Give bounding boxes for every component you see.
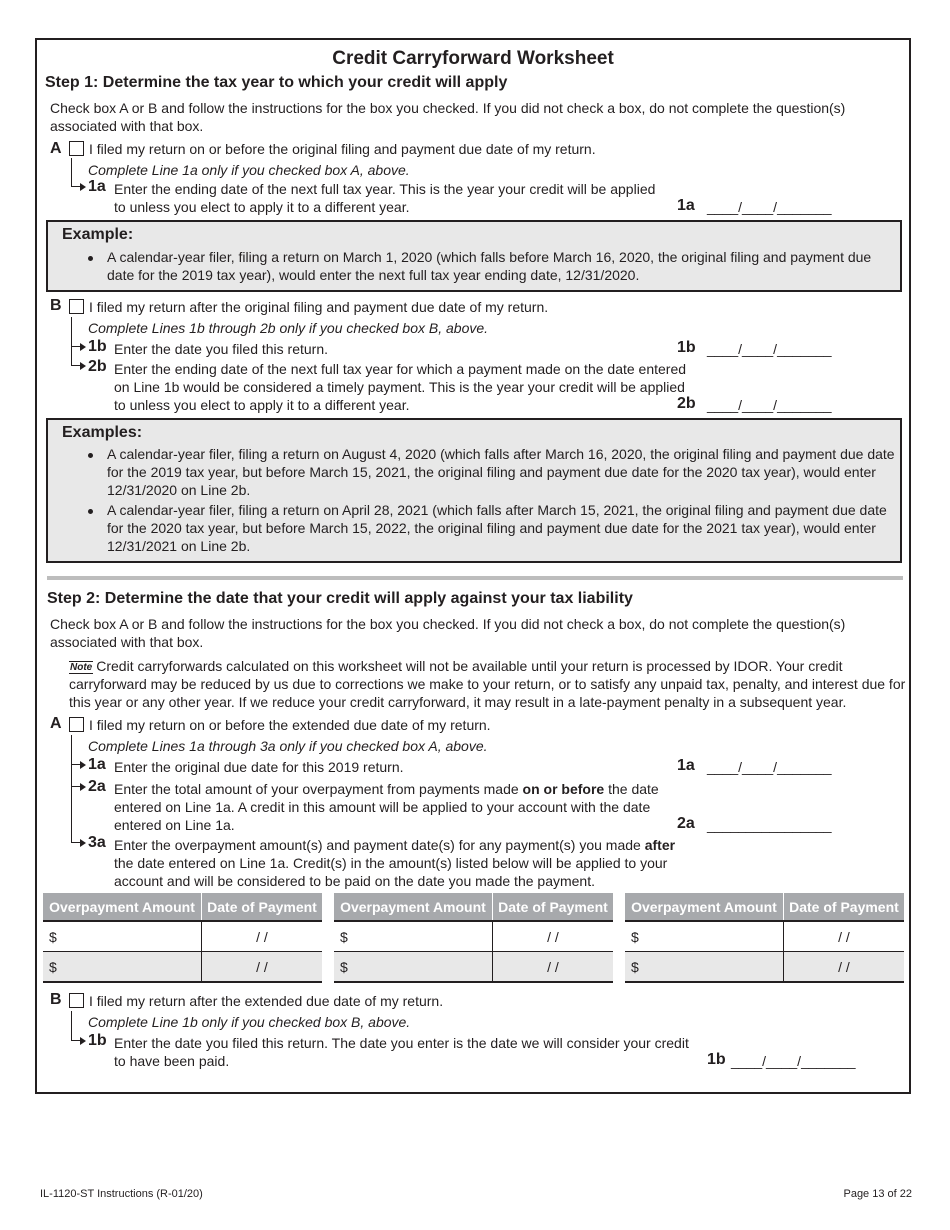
step2-line-1b-text2: to have been paid.: [114, 1053, 230, 1069]
section-divider: [47, 576, 903, 580]
line-2a-text-part2: the date: [604, 781, 659, 797]
note-icon: Note: [70, 662, 93, 673]
step2-box-b-instruction: Complete Line 1b only if you checked box B, above.: [88, 1014, 411, 1030]
line-2a-bold: on or before: [522, 781, 605, 797]
step1-examples-box: [46, 418, 902, 563]
step1-box-b-letter: B: [50, 297, 62, 314]
footer-page-number: Page 13 of 22: [843, 1188, 912, 1200]
date-cell[interactable]: / /: [783, 952, 904, 983]
date-cell[interactable]: / /: [492, 921, 613, 952]
step2-box-a-checkbox[interactable]: [69, 717, 84, 732]
step1-intro-line2: associated with that box.: [50, 118, 204, 134]
step1-line-1a-label: 1a: [677, 197, 695, 214]
amount-cell[interactable]: $: [43, 921, 201, 952]
arrow-right-icon: [80, 343, 86, 351]
step2-box-a-instruction: Complete Lines 1a through 3a only if you checked box A, above.: [88, 738, 488, 754]
amount-cell[interactable]: $: [625, 952, 783, 983]
step2-box-b-checkbox[interactable]: [69, 993, 84, 1008]
example2-line2: for the 2020 tax year, but before March 15, 2022, the original filing and payment due date for the 2021 tax year), would enter: [107, 520, 876, 536]
step1-line-2b-date-field[interactable]: ____/____/_______: [707, 397, 832, 413]
step2-line-1b-date-field[interactable]: ____/____/_______: [731, 1053, 856, 1069]
column-header-amount: Overpayment Amount: [43, 893, 201, 921]
connector-line: [71, 735, 72, 843]
line-3a-text-part1: Enter the overpayment amount(s) and payment date(s) for any payment(s) you made: [114, 837, 645, 853]
step2-line-2a-text1: [114, 781, 659, 797]
column-gap: [322, 921, 334, 952]
bullet-icon: [88, 256, 93, 261]
column-header-amount: Overpayment Amount: [334, 893, 492, 921]
step2-line-2a-number: 2a: [88, 778, 106, 795]
step2-note-line3: this year or any other year. If we reduce your credit carryforward, it may result in a late-payment penalty in a subsequent year.: [69, 694, 847, 710]
step2-line-3a-text2: the date entered on Line 1a. Credit(s) in the amount(s) listed below will be applied to your: [114, 855, 668, 871]
step2-note-line2: carryforward may be reduced by us due to corrections we make to your return, or to satisfy any unpaid tax, penalty, and interest due for: [69, 676, 906, 692]
amount-cell[interactable]: $: [334, 921, 492, 952]
column-gap: [322, 952, 334, 983]
step1-line-1b-text: Enter the date you filed this return.: [114, 341, 329, 357]
column-gap: [613, 893, 625, 921]
example1-line2: for the 2019 tax year, but before March 15, 2021, the original filing and payment due date for the 2020 tax year), would enter: [107, 464, 876, 480]
worksheet-title: Credit Carryforward Worksheet: [332, 48, 614, 69]
step2-box-a-text: I filed my return on or before the extended due date of my return.: [89, 717, 491, 733]
step1-box-b-text: I filed my return after the original filing and payment due date of my return.: [89, 299, 549, 315]
bullet-icon: [88, 509, 93, 514]
column-header-date: Date of Payment: [492, 893, 613, 921]
step2-line-1b-number: 1b: [88, 1032, 107, 1049]
step1-line-1b-label: 1b: [677, 339, 696, 356]
example1-line1: A calendar-year filer, filing a return on August 4, 2020 (which falls after March 16, 2020, the original filing and payment due date: [107, 446, 895, 462]
line-2a-text-part1: Enter the total amount of your overpayment from payments made: [114, 781, 523, 797]
column-header-amount: Overpayment Amount: [625, 893, 783, 921]
step2-line-1a-date-field[interactable]: ____/____/_______: [707, 759, 832, 775]
example-line1: A calendar-year filer, filing a return on March 1, 2020 (which falls before March 16, 2020, the original filing and payment due: [107, 249, 872, 265]
column-gap: [322, 893, 334, 921]
date-cell[interactable]: / /: [492, 952, 613, 983]
step2-intro-line2: associated with that box.: [50, 634, 204, 650]
step1-line-1a-number: 1a: [88, 178, 106, 195]
step2-box-a-letter: A: [50, 715, 62, 732]
date-cell[interactable]: / /: [783, 921, 904, 952]
step2-line-3a-text3: account and will be considered to be paid on the date you made the payment.: [114, 873, 595, 889]
column-header-date: Date of Payment: [201, 893, 322, 921]
step2-line-2a-text3: entered on Line 1a.: [114, 817, 235, 833]
amount-cell[interactable]: $: [43, 952, 201, 983]
line-3a-bold: after: [644, 837, 676, 853]
example2-line3: 12/31/2021 on Line 2b.: [107, 538, 251, 554]
step2-line-2a-amount-field[interactable]: ________________: [707, 817, 832, 833]
arrow-right-icon: [80, 761, 86, 769]
worksheet-frame: [35, 38, 911, 1094]
footer-form-id: IL-1120-ST Instructions (R-01/20): [40, 1188, 203, 1200]
step1-line-1b-number: 1b: [88, 338, 107, 355]
step1-heading: Step 1: Determine the tax year to which your credit will apply: [45, 74, 508, 91]
table-row: [43, 952, 904, 983]
step1-box-b-checkbox[interactable]: [69, 299, 84, 314]
example2-line1: A calendar-year filer, filing a return on April 28, 2021 (which falls after March 15, 2021, the original filing and payment due date: [107, 502, 887, 518]
arrow-right-icon: [80, 362, 86, 370]
date-cell[interactable]: / /: [201, 952, 322, 983]
step1-box-a-text: I filed my return on or before the original filing and payment due date of my return.: [89, 141, 596, 157]
step2-line-1b-text1: Enter the date you filed this return. The date you enter is the date we will consider your credit: [114, 1035, 689, 1051]
table-row: [43, 921, 904, 952]
step1-line-2b-number: 2b: [88, 358, 107, 375]
amount-cell[interactable]: $: [625, 921, 783, 952]
step2-line-1a-number: 1a: [88, 756, 106, 773]
step1-box-a-instruction: Complete Line 1a only if you checked box A, above.: [88, 162, 410, 178]
step2-box-b-text: I filed my return after the extended due date of my return.: [89, 993, 444, 1009]
step2-intro-line1: Check box A or B and follow the instructions for the box you checked. If you did not check a box, do not complete the question(s): [50, 616, 846, 632]
bullet-icon: [88, 453, 93, 458]
connector-line: [71, 158, 72, 187]
step1-line-1a-text1: Enter the ending date of the next full tax year. This is the year your credit will be applied: [114, 181, 656, 197]
arrow-right-icon: [80, 783, 86, 791]
amount-cell[interactable]: $: [334, 952, 492, 983]
step2-line-3a-number: 3a: [88, 834, 106, 851]
step1-line-2b-text2: on Line 1b would be considered a timely payment. This is the year your credit will be applied: [114, 379, 685, 395]
date-cell[interactable]: / /: [201, 921, 322, 952]
step1-line-2b-text3: to unless you elect to apply it to a different year.: [114, 397, 410, 413]
step1-intro-line1: Check box A or B and follow the instructions for the box you checked. If you did not check a box, do not complete the question(s): [50, 100, 846, 116]
step1-box-b-instruction: Complete Lines 1b through 2b only if you checked box B, above.: [88, 320, 489, 336]
example1-line3: 12/31/2020 on Line 2b.: [107, 482, 251, 498]
step1-box-a-checkbox[interactable]: [69, 141, 84, 156]
example-heading: Example:: [62, 226, 134, 243]
example-line2: date for the 2019 tax year), would enter the next full tax year ending date, 12/31/2020.: [107, 267, 640, 283]
step2-box-b-letter: B: [50, 991, 62, 1008]
step2-line-2a-text2: entered on Line 1a. A credit in this amount will be applied to your account with the date: [114, 799, 651, 815]
step2-line-3a-text1: [114, 837, 675, 853]
arrow-right-icon: [80, 183, 86, 191]
step1-line-2b-text1: Enter the ending date of the next full tax year for which a payment made on the date entered: [114, 361, 687, 377]
step1-example-box: [46, 220, 902, 292]
note-text1: Credit carryforwards calculated on this worksheet will not be available until your return is processed by IDOR. Your credit: [96, 658, 843, 674]
connector-line: [71, 317, 72, 365]
examples-heading: Examples:: [62, 424, 143, 441]
step1-line-1a-text2: to unless you elect to apply it to a different year.: [114, 199, 410, 215]
column-gap: [613, 921, 625, 952]
step1-box-a-letter: A: [50, 140, 62, 157]
arrow-right-icon: [80, 839, 86, 847]
arrow-right-icon: [80, 1037, 86, 1045]
step2-line-2a-label: 2a: [677, 815, 695, 832]
step1-line-1a-date-field[interactable]: ____/____/_______: [707, 199, 832, 215]
overpayment-table: [43, 893, 904, 983]
step1-line-1b-date-field[interactable]: ____/____/_______: [707, 341, 832, 357]
step2-note-line1: [69, 658, 842, 674]
connector-line: [71, 1011, 72, 1040]
step2-line-1a-label: 1a: [677, 757, 695, 774]
step2-line-1b-label: 1b: [707, 1051, 726, 1068]
step1-line-2b-label: 2b: [677, 395, 696, 412]
column-header-date: Date of Payment: [783, 893, 904, 921]
column-gap: [613, 952, 625, 983]
step2-line-1a-text: Enter the original due date for this 2019 return.: [114, 759, 404, 775]
table-header-row: [43, 893, 904, 921]
step2-heading: Step 2: Determine the date that your credit will apply against your tax liability: [47, 590, 633, 607]
